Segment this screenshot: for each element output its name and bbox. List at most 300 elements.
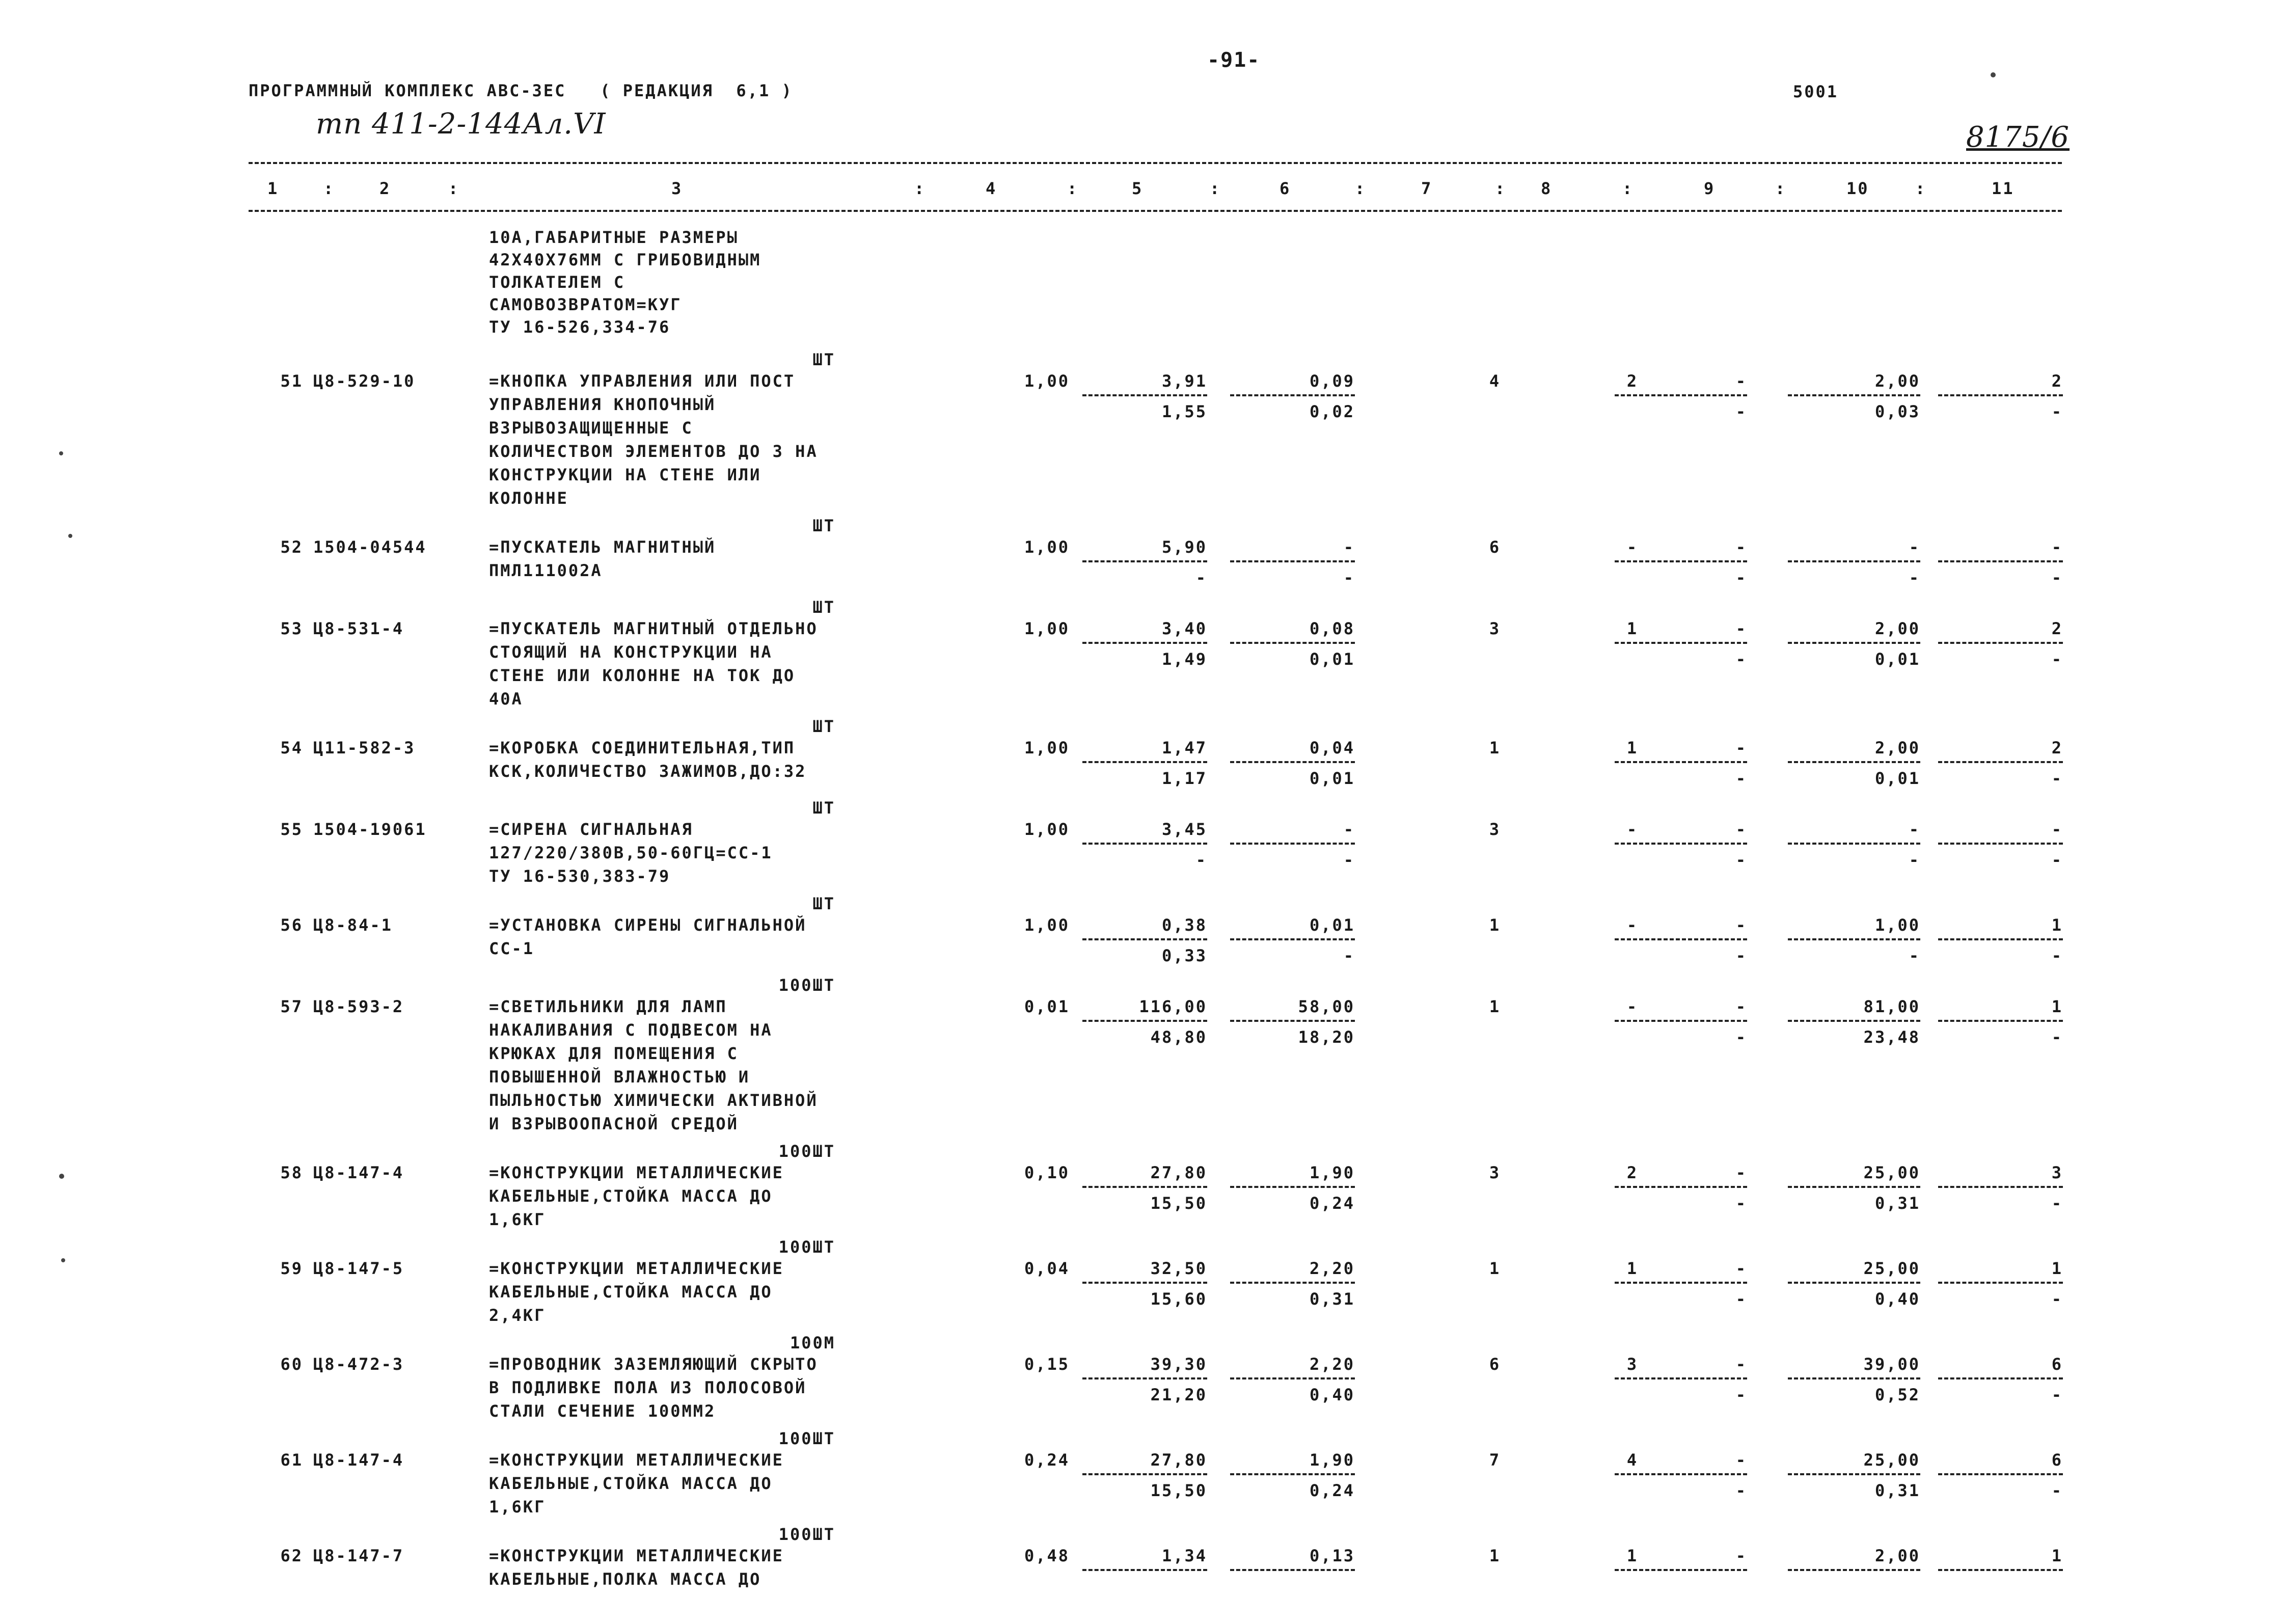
total-cost-sub-value: - [1195, 568, 1207, 587]
subtotal-rule [1615, 394, 1747, 396]
quantity-value: 0,01 [1024, 997, 1070, 1016]
col11-value: 6 [2051, 1355, 2063, 1374]
description-line: КСК,КОЛИЧЕСТВО ЗАЖИМОВ,ДО:32 [489, 762, 807, 781]
col9-sub-value: - [1735, 1194, 1747, 1213]
column-separator: : [1495, 179, 1507, 198]
col9-sub-value: - [1735, 402, 1747, 421]
wages-sub-value: 0,01 [1309, 649, 1355, 669]
row-number: 55 [280, 820, 303, 839]
column-separator: : [1067, 179, 1079, 198]
col11-value: - [2051, 820, 2063, 839]
unit-label: ШТ [812, 598, 835, 617]
column-number-7: 7 [1421, 179, 1433, 198]
description-line: ТУ 16-530,383-79 [489, 867, 671, 886]
col11-value: 1 [2051, 997, 2063, 1016]
subtotal-rule [1230, 1020, 1355, 1022]
col11-sub-value: - [2051, 1289, 2063, 1309]
col8-value: - [1626, 997, 1639, 1016]
col10-value: 81,00 [1863, 997, 1920, 1016]
row-number: 59 [280, 1259, 303, 1278]
column-number-1: 1 [267, 179, 279, 198]
description-line: КАБЕЛЬНЫЕ,ПОЛКА МАССА ДО [489, 1569, 761, 1589]
row-code: Ц8-472-3 [313, 1355, 404, 1374]
column-separator: : [914, 179, 926, 198]
col7-value: 1 [1489, 738, 1501, 757]
column-number-10: 10 [1846, 179, 1869, 198]
subtotal-rule [1230, 938, 1355, 940]
col9-sub-value: - [1735, 649, 1747, 669]
unit-label: ШТ [812, 717, 835, 736]
header-rule-top [249, 162, 2062, 164]
wages-value: - [1343, 820, 1355, 839]
quantity-value: 1,00 [1024, 820, 1070, 839]
total-cost-value: 116,00 [1139, 997, 1207, 1016]
total-cost-value: 1,47 [1161, 738, 1207, 757]
subtotal-rule [1230, 1473, 1355, 1475]
col10-value: 2,00 [1874, 738, 1920, 757]
subtotal-rule [1615, 1569, 1747, 1571]
unit-label: 100ШТ [778, 1142, 835, 1161]
description-line: КАБЕЛЬНЫЕ,СТОЙКА МАССА ДО [489, 1282, 773, 1302]
subtotal-rule [1615, 1473, 1747, 1475]
col9-value: - [1735, 1355, 1747, 1374]
col8-value: - [1626, 537, 1639, 557]
subtotal-rule [1082, 761, 1207, 763]
total-cost-sub-value: 1,49 [1161, 649, 1207, 669]
unit-label: 100ШТ [778, 1237, 835, 1257]
subtotal-rule [1082, 1377, 1207, 1379]
unit-label: 100М [790, 1333, 835, 1352]
unit-label: ШТ [812, 798, 835, 818]
col11-sub-value: - [2051, 850, 2063, 870]
description-line: =ПРОВОДНИК ЗАЗЕМЛЯЮЩИЙ СКРЫТО [489, 1355, 818, 1374]
quantity-value: 1,00 [1024, 619, 1070, 638]
col9-value: - [1735, 915, 1747, 935]
description-line: =КОНСТРУКЦИИ МЕТАЛЛИЧЕСКИЕ [489, 1259, 784, 1278]
row-number: 56 [280, 915, 303, 935]
column-number-4: 4 [986, 179, 997, 198]
col11-sub-value: - [2051, 402, 2063, 421]
subtotal-rule [1082, 1020, 1207, 1022]
subtotal-rule [1615, 1186, 1747, 1188]
wages-sub-value: 0,24 [1309, 1194, 1355, 1213]
description-line: 42Х40Х76ММ С ГРИБОВИДНЫМ [489, 250, 761, 269]
subtotal-rule [1938, 1377, 2063, 1379]
subtotal-rule [1082, 642, 1207, 644]
total-cost-value: 0,38 [1161, 915, 1207, 935]
description-line: СТОЯЩИЙ НА КОНСТРУКЦИИ НА [489, 642, 773, 662]
col10-sub-value: 23,48 [1863, 1027, 1920, 1047]
total-cost-value: 27,80 [1150, 1450, 1207, 1470]
subtotal-rule [1788, 761, 1920, 763]
col7-value: 7 [1489, 1450, 1501, 1470]
row-number: 61 [280, 1450, 303, 1470]
total-cost-value: 1,34 [1161, 1546, 1207, 1565]
subtotal-rule [1615, 560, 1747, 562]
subtotal-rule [1615, 761, 1747, 763]
unit-label: ШТ [812, 350, 835, 369]
subtotal-rule [1615, 1020, 1747, 1022]
col8-value: - [1626, 915, 1639, 935]
description-line: =КОНСТРУКЦИИ МЕТАЛЛИЧЕСКИЕ [489, 1546, 784, 1565]
total-cost-sub-value: 48,80 [1150, 1027, 1207, 1047]
wages-value: 1,90 [1309, 1163, 1355, 1182]
col7-value: 1 [1489, 997, 1501, 1016]
col10-value: - [1909, 537, 1920, 557]
col9-value: - [1735, 738, 1747, 757]
col11-sub-value: - [2051, 1194, 2063, 1213]
subtotal-rule [1788, 642, 1920, 644]
subtotal-rule [1788, 1377, 1920, 1379]
wages-value: 0,13 [1309, 1546, 1355, 1565]
description-line: САМОВОЗВРАТОМ=КУГ [489, 295, 682, 314]
wages-sub-value: 0,31 [1309, 1289, 1355, 1309]
subtotal-rule [1082, 560, 1207, 562]
wages-sub-value: 0,24 [1309, 1481, 1355, 1500]
col8-value: - [1626, 820, 1639, 839]
description-line: =СВЕТИЛЬНИКИ ДЛЯ ЛАМП [489, 997, 727, 1016]
wages-value: 0,08 [1309, 619, 1355, 638]
description-line: И ВЗРЫВООПАСНОЙ СРЕДОЙ [489, 1114, 739, 1133]
column-separator: : [323, 179, 335, 198]
subtotal-rule [1938, 642, 2063, 644]
subtotal-rule [1615, 1282, 1747, 1284]
description-line: 10А,ГАБАРИТНЫЕ РАЗМЕРЫ [489, 228, 739, 247]
col7-value: 6 [1489, 537, 1501, 557]
wages-value: 0,09 [1309, 371, 1355, 391]
col8-value: 4 [1626, 1450, 1639, 1470]
row-number: 53 [280, 619, 303, 638]
quantity-value: 1,00 [1024, 738, 1070, 757]
column-separator: : [1355, 179, 1367, 198]
description-line: ПОВЫШЕННОЙ ВЛАЖНОСТЬЮ И [489, 1067, 750, 1087]
row-code: Ц8-529-10 [313, 371, 416, 391]
subtotal-rule [1082, 394, 1207, 396]
column-number-3: 3 [671, 179, 683, 198]
description-line: СТАЛИ СЕЧЕНИЕ 100ММ2 [489, 1401, 716, 1421]
scan-speck [61, 1258, 65, 1262]
row-code: 1504-04544 [313, 537, 427, 557]
subtotal-rule [1230, 843, 1355, 845]
subtotal-rule [1788, 1569, 1920, 1571]
total-cost-sub-value: 21,20 [1150, 1385, 1207, 1404]
col11-sub-value: - [2051, 1385, 2063, 1404]
document-code: 5001 [1793, 82, 1839, 101]
wages-sub-value: - [1343, 946, 1355, 965]
wages-value: 1,90 [1309, 1450, 1355, 1470]
col11-value: 1 [2051, 915, 2063, 935]
column-number-9: 9 [1704, 179, 1716, 198]
col7-value: 6 [1489, 1355, 1501, 1374]
row-number: 60 [280, 1355, 303, 1374]
total-cost-sub-value: 1,55 [1161, 402, 1207, 421]
description-line: 1,6КГ [489, 1210, 546, 1229]
col7-value: 3 [1489, 619, 1501, 638]
subtotal-rule [1938, 1569, 2063, 1571]
col10-value: 1,00 [1874, 915, 1920, 935]
subtotal-rule [1082, 938, 1207, 940]
row-number: 51 [280, 371, 303, 391]
subtotal-rule [1788, 1020, 1920, 1022]
subtotal-rule [1788, 1473, 1920, 1475]
col9-value: - [1735, 820, 1747, 839]
col9-sub-value: - [1735, 1385, 1747, 1404]
col10-sub-value: 0,01 [1874, 649, 1920, 669]
wages-sub-value: 0,01 [1309, 769, 1355, 788]
col10-sub-value: 0,31 [1874, 1194, 1920, 1213]
col9-sub-value: - [1735, 850, 1747, 870]
col10-value: - [1909, 820, 1920, 839]
col11-value: 1 [2051, 1259, 2063, 1278]
subtotal-rule [1082, 1282, 1207, 1284]
description-line: УПРАВЛЕНИЯ КНОПОЧНЫЙ [489, 395, 716, 414]
col9-value: - [1735, 1546, 1747, 1565]
col10-value: 2,00 [1874, 1546, 1920, 1565]
row-code: Ц8-593-2 [313, 997, 404, 1016]
description-line: =ПУСКАТЕЛЬ МАГНИТНЫЙ [489, 537, 716, 557]
row-code: 1504-19061 [313, 820, 427, 839]
wages-value: 58,00 [1298, 997, 1355, 1016]
total-cost-value: 5,90 [1161, 537, 1207, 557]
col10-sub-value: 0,01 [1874, 769, 1920, 788]
col7-value: 3 [1489, 820, 1501, 839]
col11-value: 2 [2051, 738, 2063, 757]
col10-sub-value: 0,03 [1874, 402, 1920, 421]
description-line: СС-1 [489, 939, 535, 958]
col11-sub-value: - [2051, 1481, 2063, 1500]
col11-value: 1 [2051, 1546, 2063, 1565]
total-cost-sub-value: 1,17 [1161, 769, 1207, 788]
handwritten-ref-number: 8175/6 [1966, 121, 2070, 154]
description-line: =УСТАНОВКА СИРЕНЫ СИГНАЛЬНОЙ [489, 915, 807, 935]
subtotal-rule [1938, 761, 2063, 763]
col10-sub-value: - [1909, 946, 1920, 965]
subtotal-rule [1938, 1473, 2063, 1475]
handwritten-doc-number: тп 411-2-144Ал.VI [316, 107, 606, 141]
unit-label: ШТ [812, 894, 835, 913]
subtotal-rule [1788, 560, 1920, 562]
col9-sub-value: - [1735, 1289, 1747, 1309]
col11-sub-value: - [2051, 568, 2063, 587]
col9-sub-value: - [1735, 568, 1747, 587]
total-cost-sub-value: 15,50 [1150, 1481, 1207, 1500]
row-code: Ц8-147-4 [313, 1450, 404, 1470]
row-code: Ц8-147-5 [313, 1259, 404, 1278]
total-cost-value: 3,45 [1161, 820, 1207, 839]
column-separator: : [1915, 179, 1927, 198]
subtotal-rule [1615, 642, 1747, 644]
col11-sub-value: - [2051, 1027, 2063, 1047]
scan-speck [59, 1174, 64, 1179]
col11-value: - [2051, 537, 2063, 557]
wages-sub-value: 0,02 [1309, 402, 1355, 421]
description-line: КОЛИЧЕСТВОМ ЭЛЕМЕНТОВ ДО 3 НА [489, 442, 818, 461]
col9-value: - [1735, 537, 1747, 557]
description-line: =КОНСТРУКЦИИ МЕТАЛЛИЧЕСКИЕ [489, 1163, 784, 1182]
column-number-2: 2 [379, 179, 391, 198]
col7-value: 4 [1489, 371, 1501, 391]
unit-label: ШТ [812, 516, 835, 535]
unit-label: 100ШТ [778, 1429, 835, 1448]
total-cost-value: 3,40 [1161, 619, 1207, 638]
subtotal-rule [1082, 1473, 1207, 1475]
description-line: 127/220/380В,50-60ГЦ=СС-1 [489, 843, 773, 862]
wages-value: 0,01 [1309, 915, 1355, 935]
subtotal-rule [1938, 560, 2063, 562]
wages-sub-value: 18,20 [1298, 1027, 1355, 1047]
wages-sub-value: - [1343, 568, 1355, 587]
col10-value: 25,00 [1863, 1259, 1920, 1278]
col11-value: 2 [2051, 371, 2063, 391]
quantity-value: 0,04 [1024, 1259, 1070, 1278]
description-line: ВЗРЫВОЗАЩИЩЕННЫЕ С [489, 418, 693, 438]
quantity-value: 1,00 [1024, 915, 1070, 935]
description-line: =КНОПКА УПРАВЛЕНИЯ ИЛИ ПОСТ [489, 371, 796, 391]
subtotal-rule [1082, 843, 1207, 845]
col10-value: 39,00 [1863, 1355, 1920, 1374]
subtotal-rule [1230, 560, 1355, 562]
subtotal-rule [1230, 1569, 1355, 1571]
subtotal-rule [1938, 1020, 2063, 1022]
col10-sub-value: 0,52 [1874, 1385, 1920, 1404]
col7-value: 1 [1489, 1259, 1501, 1278]
quantity-value: 1,00 [1024, 537, 1070, 557]
description-line: 2,4КГ [489, 1306, 546, 1325]
subtotal-rule [1230, 642, 1355, 644]
col8-value: 1 [1626, 1546, 1639, 1565]
header-rule-bottom [249, 210, 2062, 212]
description-line: КАБЕЛЬНЫЕ,СТОЙКА МАССА ДО [489, 1186, 773, 1206]
description-line: 1,6КГ [489, 1497, 546, 1517]
description-line: ПЫЛЬНОСТЬЮ ХИМИЧЕСКИ АКТИВНОЙ [489, 1091, 818, 1110]
col9-value: - [1735, 371, 1747, 391]
col7-value: 3 [1489, 1163, 1501, 1182]
total-cost-value: 32,50 [1150, 1259, 1207, 1278]
total-cost-value: 39,30 [1150, 1355, 1207, 1374]
description-line: =КОРОБКА СОЕДИНИТЕЛЬНАЯ,ТИП [489, 738, 796, 757]
quantity-value: 1,00 [1024, 371, 1070, 391]
subtotal-rule [1230, 1282, 1355, 1284]
col10-value: 2,00 [1874, 619, 1920, 638]
col9-sub-value: - [1735, 1481, 1747, 1500]
col8-value: 1 [1626, 738, 1639, 757]
subtotal-rule [1230, 1377, 1355, 1379]
quantity-value: 0,15 [1024, 1355, 1070, 1374]
program-title: ПРОГРАММНЫЙ КОМПЛЕКС АВС-ЗЕС ( РЕДАКЦИЯ 6,1 ) [249, 81, 793, 100]
wages-value: 2,20 [1309, 1259, 1355, 1278]
col8-value: 1 [1626, 1259, 1639, 1278]
col11-sub-value: - [2051, 946, 2063, 965]
total-cost-sub-value: - [1195, 850, 1207, 870]
col8-value: 3 [1626, 1355, 1639, 1374]
col8-value: 1 [1626, 619, 1639, 638]
description-line: СТЕНЕ ИЛИ КОЛОННЕ НА ТОК ДО [489, 666, 796, 685]
row-code: Ц8-84-1 [313, 915, 393, 935]
col10-value: 25,00 [1863, 1450, 1920, 1470]
description-line: КРЮКАХ ДЛЯ ПОМЕЩЕНИЯ С [489, 1044, 739, 1063]
col9-sub-value: - [1735, 769, 1747, 788]
description-line: НАКАЛИВАНИЯ С ПОДВЕСОМ НА [489, 1020, 773, 1040]
col10-sub-value: 0,31 [1874, 1481, 1920, 1500]
quantity-value: 0,24 [1024, 1450, 1070, 1470]
column-separator: : [1622, 179, 1634, 198]
description-line: =КОНСТРУКЦИИ МЕТАЛЛИЧЕСКИЕ [489, 1450, 784, 1470]
column-number-8: 8 [1541, 179, 1553, 198]
column-number-11: 11 [1992, 179, 2015, 198]
col10-value: 2,00 [1874, 371, 1920, 391]
subtotal-rule [1788, 843, 1920, 845]
col11-sub-value: - [2051, 769, 2063, 788]
col8-value: 2 [1626, 1163, 1639, 1182]
subtotal-rule [1230, 394, 1355, 396]
col9-value: - [1735, 997, 1747, 1016]
subtotal-rule [1938, 394, 2063, 396]
col10-sub-value: - [1909, 850, 1920, 870]
row-code: Ц8-147-7 [313, 1546, 404, 1565]
subtotal-rule [1788, 938, 1920, 940]
column-number-6: 6 [1280, 179, 1291, 198]
subtotal-rule [1615, 843, 1747, 845]
col11-sub-value: - [2051, 649, 2063, 669]
wages-sub-value: 0,40 [1309, 1385, 1355, 1404]
row-number: 62 [280, 1546, 303, 1565]
unit-label: 100ШТ [778, 1525, 835, 1544]
col9-value: - [1735, 1259, 1747, 1278]
total-cost-sub-value: 15,60 [1150, 1289, 1207, 1309]
scan-speck [59, 451, 63, 455]
subtotal-rule [1938, 1186, 2063, 1188]
subtotal-rule [1082, 1569, 1207, 1571]
description-line: В ПОДЛИВКЕ ПОЛА ИЗ ПОЛОСОВОЙ [489, 1378, 807, 1397]
subtotal-rule [1938, 1282, 2063, 1284]
column-separator: : [1775, 179, 1787, 198]
row-code: Ц11-582-3 [313, 738, 416, 757]
description-line: КАБЕЛЬНЫЕ,СТОЙКА МАССА ДО [489, 1474, 773, 1493]
col9-value: - [1735, 619, 1747, 638]
description-line: ТОЛКАТЕЛЕМ С [489, 273, 625, 292]
subtotal-rule [1615, 938, 1747, 940]
description-line: ПМЛ111002А [489, 561, 603, 580]
subtotal-rule [1082, 1186, 1207, 1188]
column-number-5: 5 [1132, 179, 1144, 198]
wages-sub-value: - [1343, 850, 1355, 870]
subtotal-rule [1615, 1377, 1747, 1379]
col11-value: 2 [2051, 619, 2063, 638]
description-line: КОНСТРУКЦИИ НА СТЕНЕ ИЛИ [489, 465, 761, 484]
row-code: Ц8-531-4 [313, 619, 404, 638]
col8-value: 2 [1626, 371, 1639, 391]
col10-sub-value: 0,40 [1874, 1289, 1920, 1309]
wages-value: 2,20 [1309, 1355, 1355, 1374]
col9-sub-value: - [1735, 1027, 1747, 1047]
subtotal-rule [1938, 843, 2063, 845]
col10-sub-value: - [1909, 568, 1920, 587]
quantity-value: 0,48 [1024, 1546, 1070, 1565]
wages-value: 0,04 [1309, 738, 1355, 757]
subtotal-rule [1788, 1186, 1920, 1188]
col10-value: 25,00 [1863, 1163, 1920, 1182]
subtotal-rule [1938, 938, 2063, 940]
row-number: 52 [280, 537, 303, 557]
row-code: Ц8-147-4 [313, 1163, 404, 1182]
row-number: 54 [280, 738, 303, 757]
col7-value: 1 [1489, 1546, 1501, 1565]
total-cost-value: 27,80 [1150, 1163, 1207, 1182]
row-number: 58 [280, 1163, 303, 1182]
total-cost-sub-value: 0,33 [1161, 946, 1207, 965]
scan-speck [68, 534, 72, 538]
subtotal-rule [1230, 1186, 1355, 1188]
